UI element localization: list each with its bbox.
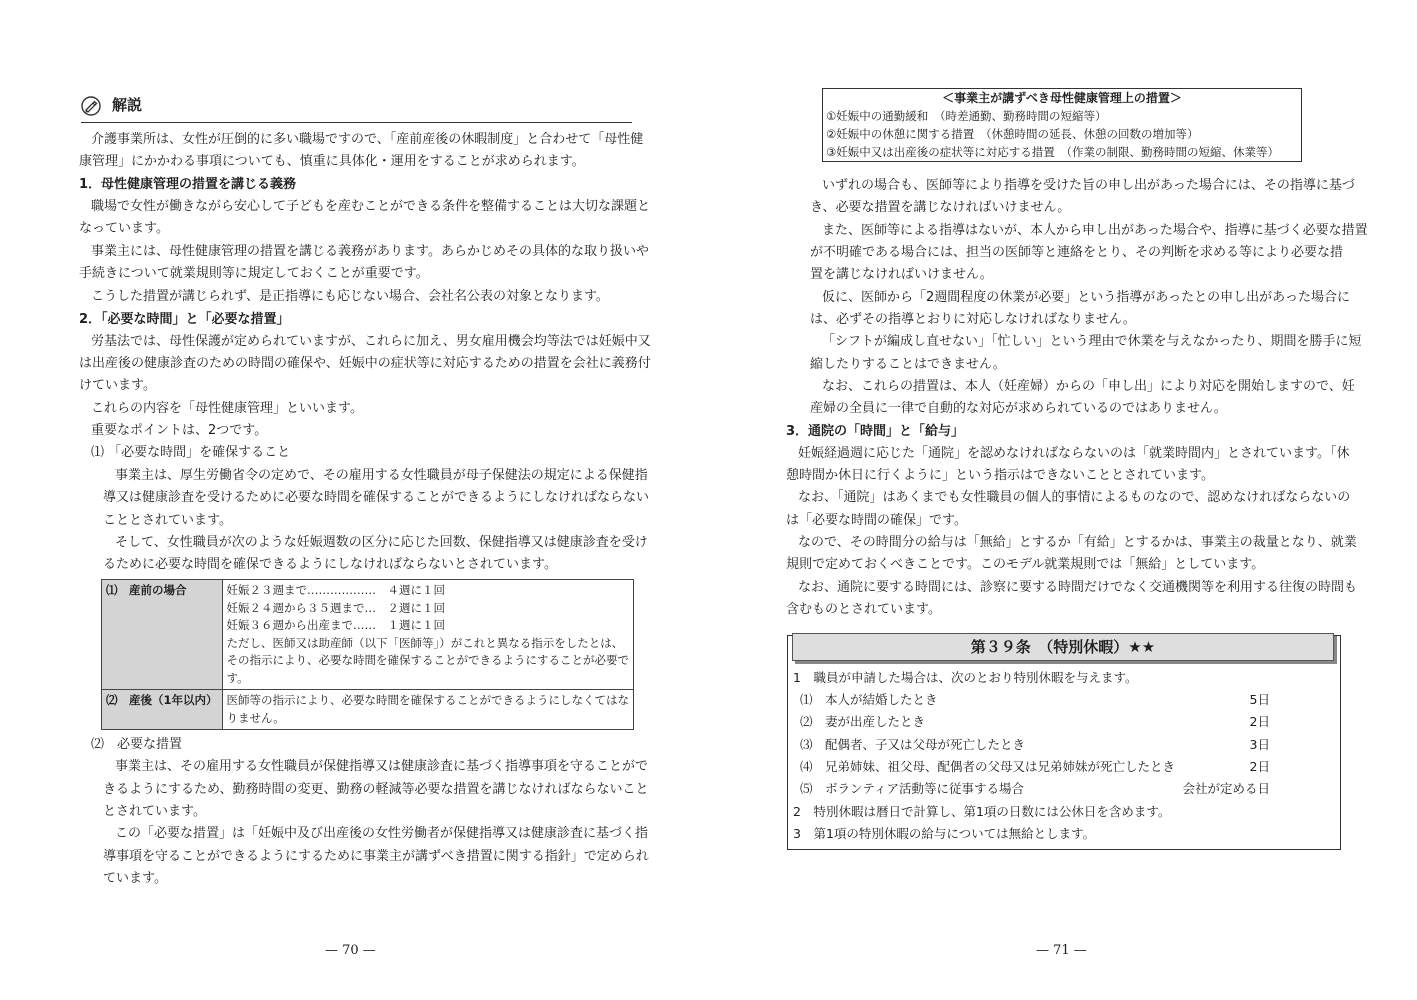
page-heading: 解説 — [112, 96, 143, 114]
left-page — [0, 0, 708, 1000]
subsection-heading: ⑵ 必要な措置 — [91, 737, 183, 752]
body-line: きるようにするため、勤務時間の変更、勤務の軽減等必要な措置を講じなければならないこと — [103, 782, 649, 797]
section-heading: 3．通院の「時間」と「給与」 — [786, 424, 965, 439]
table-row — [102, 690, 634, 730]
body-line: なので、その時間分の給与は「無給」とするか「有給」とするかは、事業主の裁量となり、就業 — [798, 535, 1357, 550]
body-line: なっています。 — [79, 221, 169, 236]
body-line: 事業主は、その雇用する女性職員が保健指導又は健康診査に基づく指導事項を守ることがで — [115, 759, 649, 774]
body-line: 妊娠経過週に応じた「通院」を認めなければならないのは「就業時間内」とされています。「休 — [798, 446, 1350, 461]
table-cell-line: 妊娠２３週まで……………… ４週に１回 — [226, 583, 446, 597]
pencil-icon — [81, 96, 101, 116]
body-line: けています。 — [79, 378, 156, 393]
body-line: 含むものとされています。 — [786, 602, 941, 617]
article-item-value: 3日 — [1249, 737, 1270, 752]
body-line: 「シフトが編成し直せない」「忙しい」という理由で休業を与えなかったり、期間を勝手に短 — [822, 334, 1362, 349]
body-line: こととされています。 — [103, 513, 232, 528]
section-heading: 1．母性健康管理の措置を講じる義務 — [79, 177, 297, 192]
article-title: 第３９条 （特別休暇）★★ — [792, 633, 1334, 661]
table-cell-line: 妊娠３６週から出産まで…… １週に１回 — [226, 618, 446, 632]
body-line: き、必要な措置を講じなければいけません。 — [810, 200, 1071, 215]
body-line: 労基法では、母性保護が定められていますが、これらに加え、男女雇用機会均等法では妊娠中又 — [91, 334, 651, 349]
body-line: なお、通院に要する時間には、診察に要する時間だけでなく交通機関等を利用する往復の時間も — [798, 580, 1358, 595]
body-line: は「必要な時間の確保」です。 — [786, 513, 967, 528]
article-item-value: 会社が定める日 — [1182, 781, 1270, 796]
body-line: 導又は健康診査を受けるために必要な時間を確保することができるようにしなければならない — [103, 490, 650, 505]
body-line: また、医師等による指導はないが、本人から申し出があった場合や、指導に基づく必要な措置 — [822, 223, 1368, 238]
body-line: 憩時間か休日に行くように」という指示はできないこととされています。 — [786, 468, 1214, 483]
body-line: が不明確である場合には、担当の医師等と連絡をとり、その判断を求める等により必要な措 — [810, 245, 1344, 260]
table-cell — [222, 690, 634, 730]
body-line: は、必ずその指導とおりに対応しなければなりません。 — [810, 312, 1136, 327]
article-item-label: ⑷ 兄弟姉妹、祖父母、配偶者の父母又は兄弟姉妹が死亡したとき — [800, 759, 1176, 774]
table-cell — [222, 580, 634, 690]
body-line: 重要なポイントは、2つです。 — [91, 423, 268, 438]
article-item-label: ⑴ 本人が結婚したとき — [800, 692, 938, 707]
measures-item: ①妊娠中の通勤緩和 （時差通勤、勤務時間の短縮等） — [826, 109, 1107, 123]
body-line: 仮に、医師から「2週間程度の休業が必要」という指導があったとの申し出があった場合に — [822, 290, 1351, 305]
table-cell-line: す。 — [226, 670, 249, 685]
section-heading: 2．「必要な時間」と「必要な措置」 — [79, 312, 290, 327]
page-number: — 71 — — [1036, 943, 1087, 958]
body-line: 規則で定めておくべきことです。このモデル就業規則では「無給」としています。 — [786, 557, 1265, 572]
table-cell-line: その指示により、必要な時間を確保することができるようにすることが必要で — [226, 653, 630, 667]
body-line: とされています。 — [103, 804, 206, 819]
body-line: 置を講じなければいけません。 — [810, 267, 993, 282]
body-line: は出産後の健康診査のための時間の確保や、妊娠中の症状等に対応するための措置を会社に義務付 — [79, 356, 651, 371]
body-line: ています。 — [103, 871, 167, 886]
body-line: こうした措置が講じられず、是正指導にも応じない場合、会社名公表の対象となります。 — [91, 289, 609, 304]
body-line: 縮したりすることはできません。 — [810, 357, 1006, 372]
body-line: 事業主は、厚生労働省令の定めで、その雇用する女性職員が母子保健法の規定による保健指 — [115, 468, 648, 483]
intro-line: 介護事業所は、女性が圧倒的に多い職場ですので、「産前産後の休暇制度」と合わせて「母性健 — [91, 132, 644, 147]
article-item-label: ⑶ 配偶者、子又は父母が死亡したとき — [800, 737, 1026, 752]
measures-box — [822, 88, 1302, 162]
body-line: るために必要な時間を確保できるようにしなければならないとされています。 — [103, 557, 557, 572]
body-line: 手続きについて就業規則等に規定しておくことが重要です。 — [79, 266, 429, 281]
article-paragraph: 3 第1項の特別休暇の給与については無給とします。 — [793, 826, 1096, 841]
checkup-frequency-table — [101, 579, 634, 730]
table-row-label: ⑵ 産後（1年以内） — [102, 690, 223, 730]
table-cell-line: りません。 — [226, 710, 285, 725]
body-line: なお、これらの措置は、本人（妊産婦）からの「申し出」により対応を開始しますので、妊 — [822, 379, 1355, 394]
table-cell-line: 医師等の指示により、必要な時間を確保することができるようにしなくてはな — [226, 693, 630, 707]
body-line: 導事項を守ることができるようにするために事業主が講ずべき措置に関する指針」で定められ — [103, 849, 649, 864]
article-item-value: 2日 — [1249, 714, 1270, 729]
body-line: 産婦の全員に一律で自動的な対応が求められているのではありません。 — [810, 401, 1227, 416]
table-row-label: ⑴ 産前の場合 — [102, 580, 223, 690]
measures-item: ②妊娠中の休憩に関する措置 （休憩時間の延長、休憩の回数の増加等） — [826, 127, 1199, 141]
table-row — [102, 580, 634, 690]
article-item-value: 2日 — [1249, 759, 1270, 774]
article-paragraph: 1 職員が申請した場合は、次のとおり特別休暇を与えます。 — [793, 670, 1138, 685]
body-line: これらの内容を「母性健康管理」といいます。 — [91, 401, 363, 416]
heading-rule — [81, 122, 632, 123]
subsection-heading: ⑴ 「必要な時間」を確保すること — [91, 445, 291, 460]
measures-box-title: ＜事業主が講ずべき母性健康管理上の措置＞ — [942, 91, 1182, 105]
article-item-label: ⑸ ボランティア活動等に従事する場合 — [800, 781, 1025, 796]
body-line: なお、「通院」はあくまでも女性職員の個人的事情によるものなので、認めなければならないの — [798, 490, 1351, 505]
body-line: 職場で女性が働きながら安心して子どもを産むことができる条件を整備することは大切な課題と — [91, 199, 651, 214]
article-item-value: 5日 — [1249, 692, 1270, 707]
body-line: この「必要な措置」は「妊娠中及び出産後の女性労働者が保健指導又は健康診査に基づく指 — [115, 826, 649, 841]
body-line: そして、女性職員が次のような妊娠週数の区分に応じた回数、保健指導又は健康診査を受け — [115, 535, 648, 550]
body-line: 事業主には、母性健康管理の措置を講じる義務があります。あらかじめその具体的な取り扱いや — [91, 244, 649, 259]
table-cell-line: ただし、医師又は助産師（以下「医師等」）がこれと異なる指示をしたとは、 — [226, 635, 624, 650]
page-number: — 70 — — [325, 943, 376, 958]
measures-item: ③妊娠中又は出産後の症状等に対応する措置 （作業の制限、勤務時間の短縮、休業等） — [826, 145, 1280, 159]
article-item-label: ⑵ 妻が出産したとき — [800, 714, 926, 729]
body-line: いずれの場合も、医師等により指導を受けた旨の申し出があった場合には、その指導に基づ — [822, 178, 1355, 193]
article-paragraph: 2 特別休暇は暦日で計算し、第1項の日数には公休日を含めます。 — [793, 804, 1171, 819]
intro-line: 康管理」にかかわる事項についても、慎重に具体化・運用をすることが求められます。 — [79, 154, 585, 169]
table-cell-line: 妊娠２４週から３５週まで… ２週に１回 — [226, 600, 446, 615]
